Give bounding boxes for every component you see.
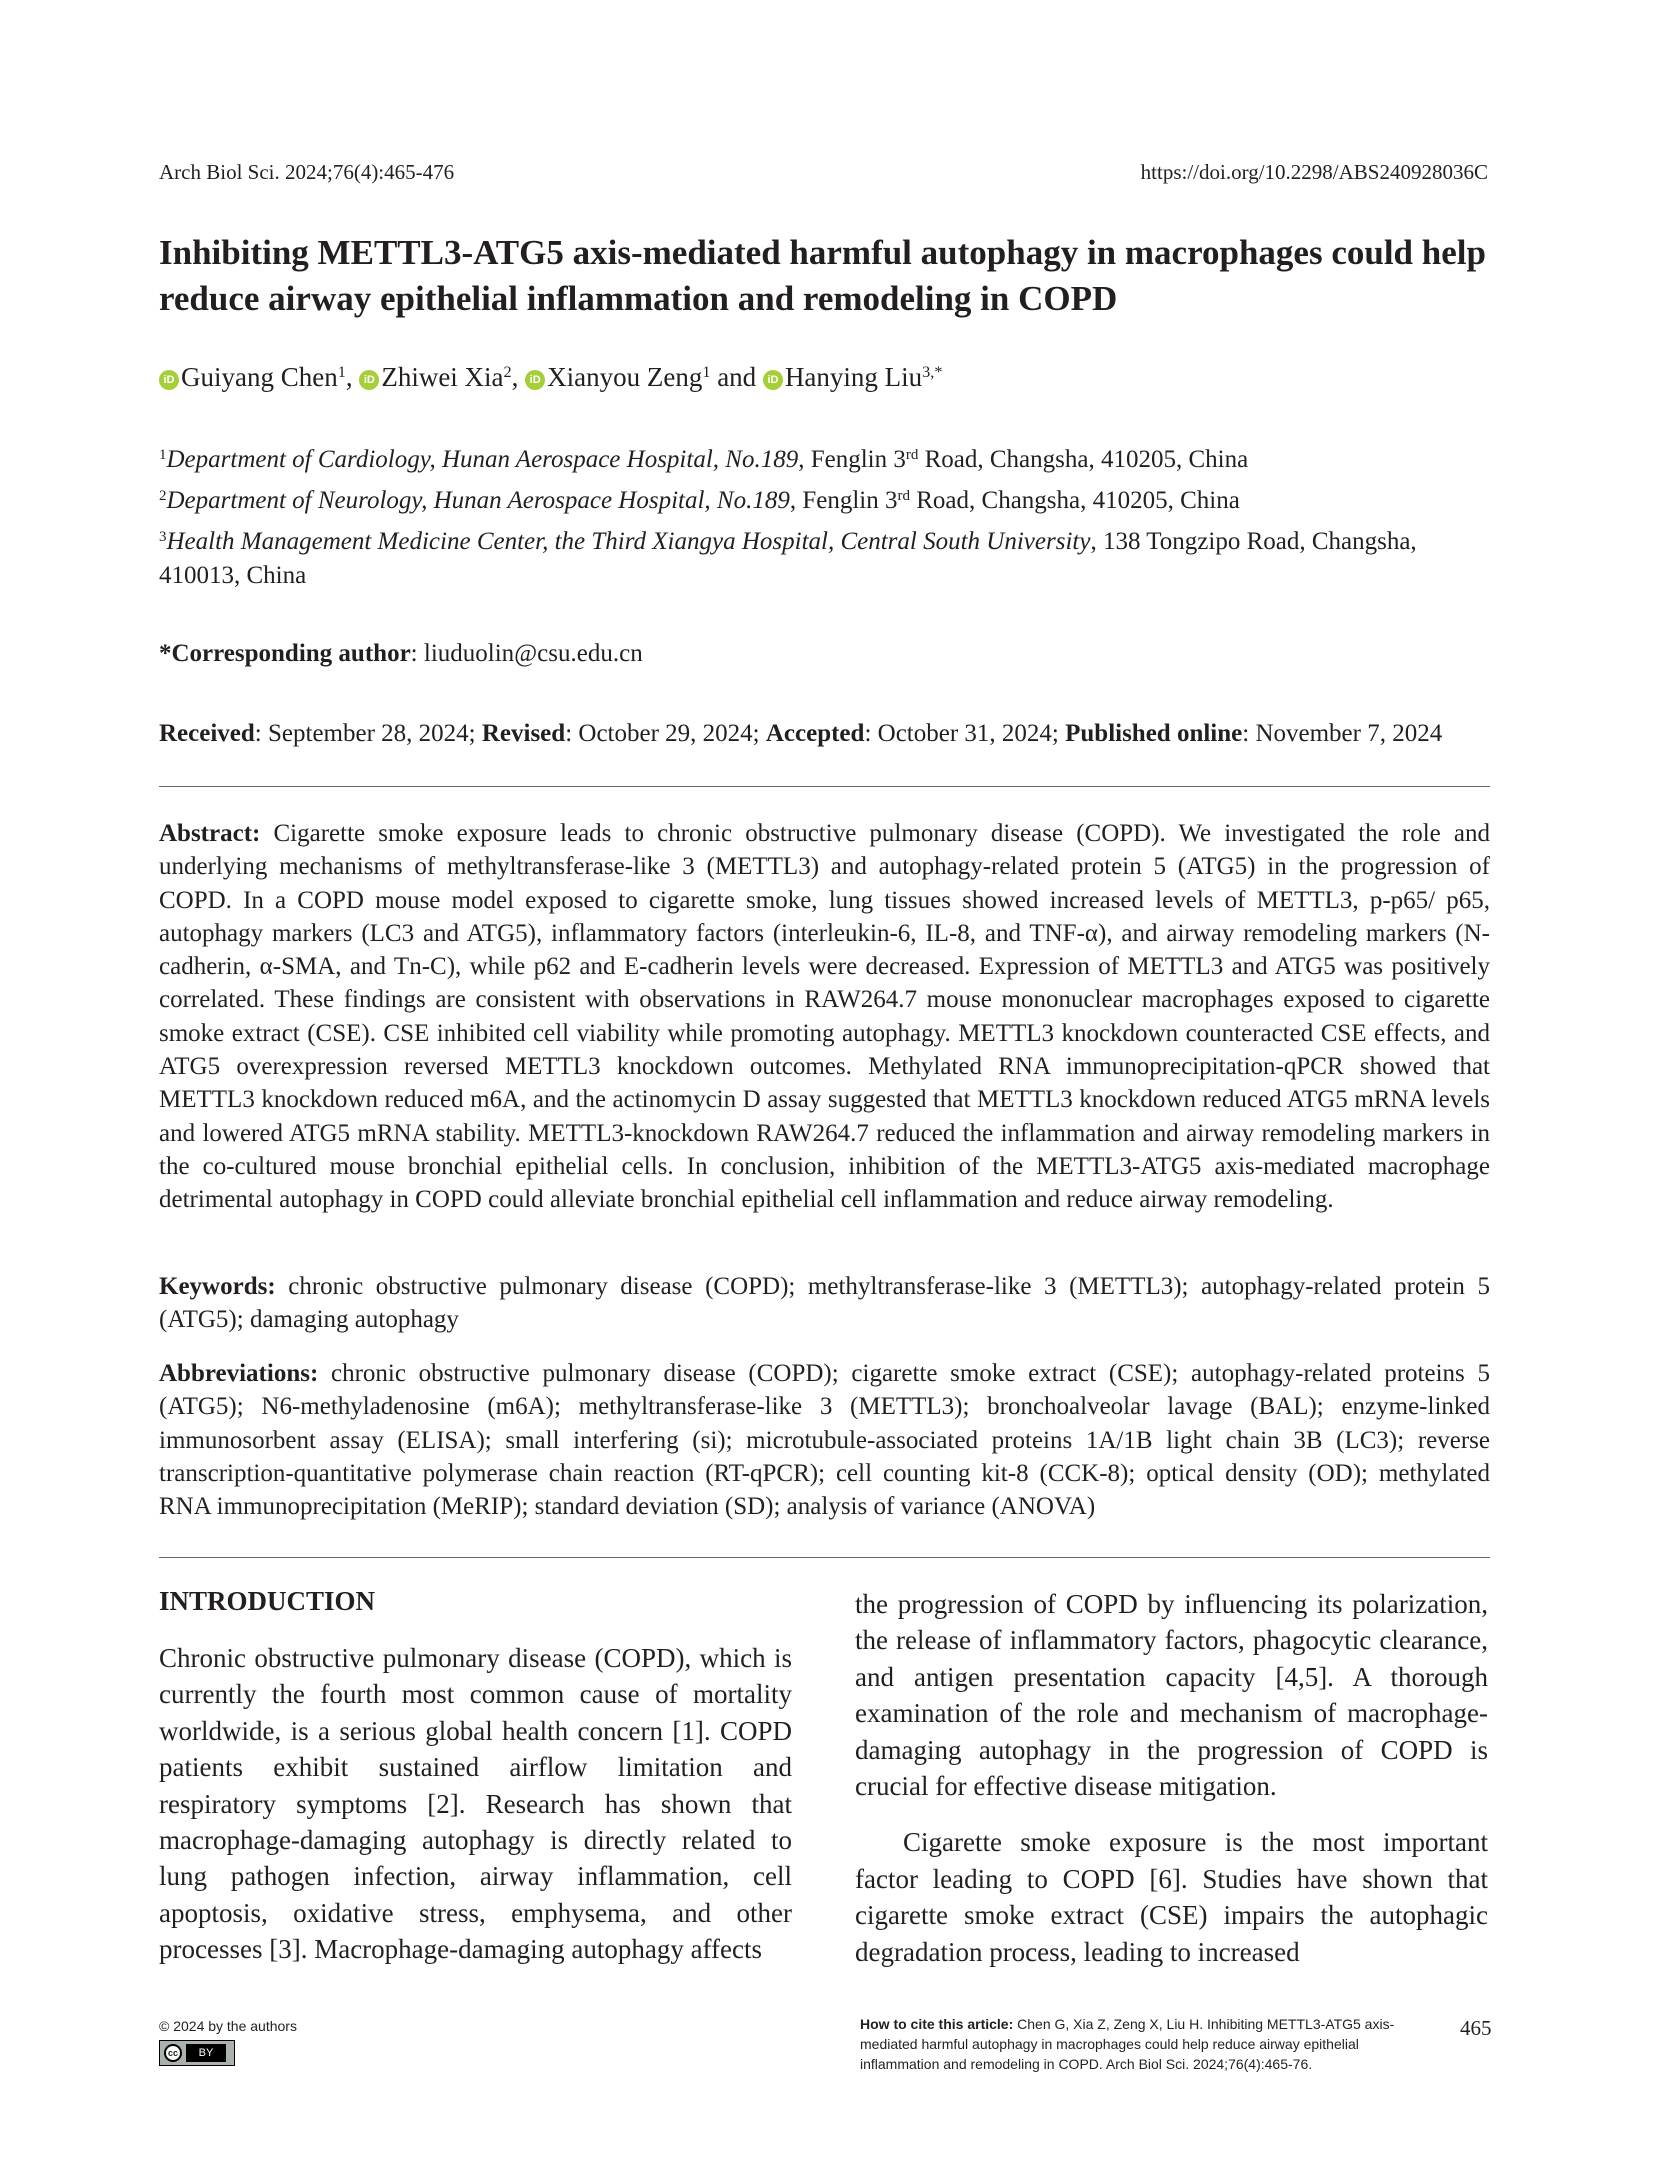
abbreviations-label: Abbreviations: xyxy=(159,1360,319,1387)
published-label: Published online xyxy=(1065,720,1243,747)
ordinal-suffix: rd xyxy=(905,446,919,463)
divider-bottom xyxy=(159,1557,1490,1558)
affiliation-address: 410013, China xyxy=(159,562,307,589)
accepted-date: : October 31, 2024; xyxy=(864,720,1066,747)
copyright-notice: © 2024 by the authors xyxy=(159,2018,297,2034)
author-separator: and xyxy=(710,362,763,392)
section-heading: INTRODUCTION xyxy=(159,1586,376,1616)
orcid-icon[interactable]: iD xyxy=(525,370,545,390)
author-name: Xianyou Zeng xyxy=(547,362,703,392)
affiliation-3 xyxy=(159,525,1499,593)
affiliation-address: Road, Changsha, 410205, China xyxy=(918,446,1249,473)
published-date: : November 7, 2024 xyxy=(1242,720,1443,747)
orcid-icon[interactable]: iD xyxy=(159,370,179,390)
intro-left-column xyxy=(159,1640,792,1968)
affiliation-department: Health Management Medicine Center, the Third Xiangya Hospital, Central South University xyxy=(166,528,1091,555)
abbreviations-text: chronic obstructive pulmonary disease (COPD); cigarette smoke extract (CSE); autophagy-related proteins 5 (ATG5); N6-methyladenosine (m6A); methyltransferase-like 3 (METTL3); bronchoalveolar lavage (BAL); enzyme-linked immunosorbent assay (ELISA); small interfering (si); microtubule-associated proteins 1A/1B light chain 3B (LC3); reverse transcription-quantitative polymerase chain reaction (RT-qPCR); cell counting kit-8 (CCK-8); optical density (OD); methylated RNA immunoprecipitation (MeRIP); standard deviation (SD); analysis of variance (ANOVA) xyxy=(159,1360,1490,1521)
keywords-text: chronic obstructive pulmonary disease (COPD); methyltransferase-like 3 (METTL3); autophagy-related protein 5 (ATG5); damaging autophagy xyxy=(159,1273,1490,1334)
journal-citation: Arch Biol Sci. 2024;76(4):465-476 xyxy=(159,160,455,184)
creative-commons-icon: cc xyxy=(164,2044,182,2062)
page-number: 465 xyxy=(1460,2016,1492,2040)
abstract xyxy=(159,817,1490,1217)
received-label: Received xyxy=(159,720,255,747)
affiliation-address: , Fenglin 3 xyxy=(789,487,898,514)
title-line-2: reduce airway epithelial inflammation and remodeling in COPD xyxy=(159,279,1118,318)
cite-label: How to cite this article: xyxy=(860,2016,1014,2032)
divider-top xyxy=(159,786,1490,787)
affiliation-address: Road, Changsha, 410205, China xyxy=(910,487,1240,514)
separator: : xyxy=(410,640,424,667)
affiliation-address: , Fenglin 3 xyxy=(798,446,906,473)
ordinal-suffix: rd xyxy=(897,487,910,504)
doi-link[interactable]: https://doi.org/10.2298/ABS240928036C xyxy=(1140,160,1488,184)
author-separator: , xyxy=(345,362,360,392)
affiliation-department: Department of Neurology, Hunan Aerospace Hospital, No.189 xyxy=(166,487,790,514)
affiliation-number: 1 xyxy=(159,446,167,463)
cite-text: Chen G, Xia Z, Zeng X, Liu H. Inhibiting METTL3-ATG5 axis-mediated harmful autophagy in macrophages could help reduce airway epithelial inflammation and remodeling in COPD. Arch Biol Sci. 2024;76(4):465-76. xyxy=(860,2016,1395,2072)
corresponding-author xyxy=(159,640,643,668)
intro-paragraph: Cigarette smoke exposure is the most important factor leading to COPD [6]. Studies have shown that cigarette smoke extract (CSE) impairs the autophagic degradation process, leading to increased xyxy=(855,1827,1488,1967)
author-name: Zhiwei Xia xyxy=(381,362,504,392)
affiliation-department: Department of Cardiology, Hunan Aerospace Hospital, No.189 xyxy=(166,446,799,473)
affiliation-1 xyxy=(159,443,1499,477)
keywords xyxy=(159,1270,1490,1337)
intro-paragraph: Chronic obstructive pulmonary disease (COPD), which is currently the fourth most common cause of mortality worldwide, is a serious global health concern [1]. COPD patients exhibit sustained airflow limitation and respiratory symptoms [2]. Research has shown that macrophage-damaging autophagy is directly related to lung pathogen infection, airway inflammation, cell apoptosis, oxidative stress, emphysema, and other processes [3]. Macrophage-damaging autophagy affects xyxy=(159,1643,792,1965)
orcid-icon[interactable]: iD xyxy=(763,370,783,390)
abstract-label: Abstract: xyxy=(159,820,261,847)
article-dates xyxy=(159,720,1442,748)
accepted-label: Accepted xyxy=(765,720,865,747)
keywords-label: Keywords: xyxy=(159,1273,276,1300)
received-date: : September 28, 2024; xyxy=(254,720,482,747)
abstract-text: Cigarette smoke exposure leads to chronic obstructive pulmonary disease (COPD). We investigated the role and underlying mechanisms of methyltransferase-like 3 (METTL3) and autophagy-related protein 5 (ATG5) in the progression of COPD. In a COPD mouse model exposed to cigarette smoke, lung tissues showed increased levels of METTL3, p-p65/ p65, autophagy markers (LC3 and ATG5), inflammatory factors (interleukin-6, IL-8, and TNF-α), and airway remodeling markers (N-cadherin, α-SMA, and Tn-C), while p62 and E-cadherin levels were decreased. Expression of METTL3 and ATG5 was positively correlated. These findings are consistent with observations in RAW264.7 mouse mononuclear macrophages exposed to cigarette smoke extract (CSE). CSE inhibited cell viability while promoting autophagy. METTL3 knockdown counteracted CSE effects, and ATG5 overexpression reversed METTL3 knockdown outcomes. Methylated RNA immunoprecipitation-qPCR showed that METTL3 knockdown reduced m6A, and the actinomycin D assay suggested that METTL3 knockdown reduced ATG5 mRNA levels and lowered ATG5 mRNA stability. METTL3-knockdown RAW264.7 reduced the inflammation and airway remodeling markers in the co-cultured mouse bronchial epithelial cells. In conclusion, inhibition of the METTL3-ATG5 axis-mediated macrophage detrimental autophagy in COPD could alleviate bronchial epithelial cell inflammation and reduce airway remodeling. xyxy=(159,820,1490,1214)
author-affiliation-mark: 3,* xyxy=(922,363,943,382)
cc-by-label: BY xyxy=(186,2044,226,2062)
corresponding-label: *Corresponding author xyxy=(159,640,411,667)
author-list xyxy=(159,362,942,393)
author-affiliation-mark: 1 xyxy=(702,363,711,382)
author-name: Hanying Liu xyxy=(784,362,923,392)
author-separator: , xyxy=(511,362,526,392)
orcid-icon[interactable]: iD xyxy=(359,370,379,390)
affiliation-number: 2 xyxy=(159,487,167,504)
revised-label: Revised xyxy=(481,720,566,747)
how-to-cite xyxy=(860,2014,1420,2074)
intro-right-column xyxy=(855,1586,1488,1970)
affiliation-number: 3 xyxy=(159,528,167,545)
revised-date: : October 29, 2024; xyxy=(565,720,766,747)
title-line-1: Inhibiting METTL3-ATG5 axis-mediated harmful autophagy in macrophages could help xyxy=(159,233,1486,272)
affiliation-address: , 138 Tongzipo Road, Changsha, xyxy=(1090,528,1417,555)
intro-paragraph: the progression of COPD by influencing its polarization, the release of inflammatory factors, phagocytic clearance, and antigen presentation capacity [4,5]. A thorough examination of the role and mechanism of macrophage-damaging autophagy in the progression of COPD is crucial for effective disease mitigation. xyxy=(855,1589,1488,1802)
author-affiliation-mark: 1 xyxy=(337,363,346,382)
affiliation-2 xyxy=(159,484,1499,518)
article-title xyxy=(159,230,1499,322)
cc-license-badge[interactable] xyxy=(159,2040,235,2066)
abbreviations xyxy=(159,1357,1490,1523)
author-affiliation-mark: 2 xyxy=(503,363,512,382)
author-name: Guiyang Chen xyxy=(181,362,338,392)
corresponding-email[interactable]: liuduolin@csu.edu.cn xyxy=(423,640,643,667)
